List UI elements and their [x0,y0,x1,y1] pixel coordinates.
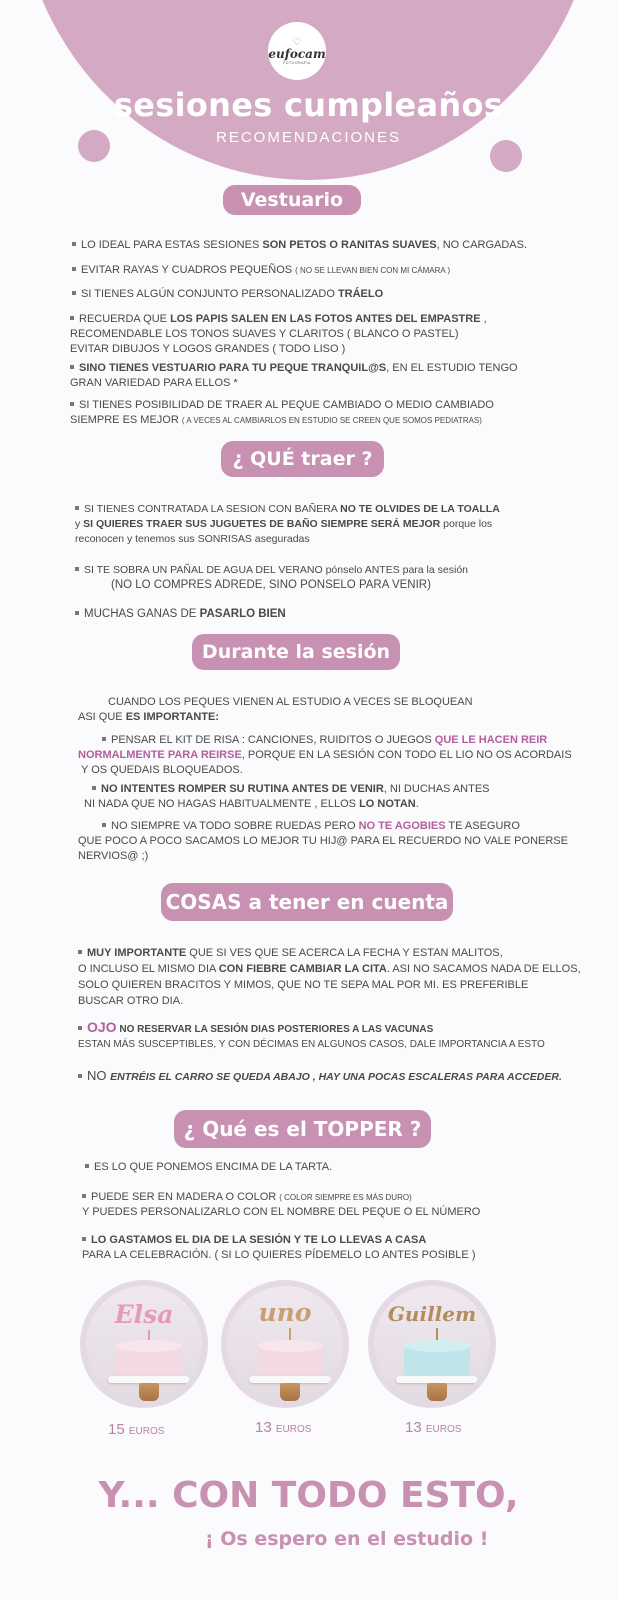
bullet-icon [72,267,76,271]
logo [268,22,326,80]
bullet-icon [82,1194,86,1198]
bullet-icon [102,737,106,741]
cake-topper-3: Guillem [387,1302,477,1326]
bullet-icon [85,1164,89,1168]
cake-top [257,1340,323,1352]
vestuario-item-3: SI TIENES ALGÚN CONJUNTO PERSONALIZADO TRÁELO [72,287,383,302]
page-title: sesiones cumpleaños [113,86,504,124]
vestuario-item-6: SI TIENES POSIBILIDAD DE TRAER AL PEQUE CAMBIADO O MEDIO CAMBIADO SIEMPRE ES MEJOR ( A VECES AL CAMBIARLOS EN ESTUDIO SE CREEN QUE SOMOS PEDIATRAS) [70,399,494,426]
cake-top [404,1340,470,1352]
cake-plate [108,1376,190,1383]
heart-icon: ♡ [292,36,302,48]
closing-line-1: Y... CON TODO ESTO, [98,1475,519,1516]
bullet-icon [70,316,74,320]
vestuario-item-2: EVITAR RAYAS Y CUADROS PEQUEÑOS ( NO SE LLEVAN BIEN CON MI CÁMARA ) [72,263,450,278]
bullet-icon [75,611,79,615]
durante-point-3: NO SIEMPRE VA TODO SOBRE RUEDAS PERO NO TE AGOBIES TE ASEGURO QUE POCO A POCO SACAMOS LO MEJOR TU HIJ@ PARA EL RECUERDO NO VALE PONERSE NERVIOS@ ;) [78,820,568,862]
vestuario-item-1: LO IDEAL PARA ESTAS SESIONES SON PETOS O RANITAS SUAVES, NO CARGADAS. [72,238,527,253]
cake-image-3 [368,1280,496,1408]
cake-plate [396,1376,478,1383]
logo-name: eufocam [268,46,326,61]
cake-image-2 [221,1280,349,1408]
traer-item-2: SI TE SOBRA UN PAÑAL DE AGUA DEL VERANO pónselo ANTES para la sesión (NO LO COMPRES ADREDE, SINO PONSELO PARA VENIR) [75,563,468,593]
bullet-icon [70,365,74,369]
bullet-icon [72,242,76,246]
section-title-durante: Durante la sesión [192,634,400,670]
bullet-icon [75,506,79,510]
cake-topper-2: uno [258,1298,312,1327]
vestuario-item-4: RECUERDA QUE LOS PAPIS SALEN EN LAS FOTOS ANTES DEL EMPASTRE , RECOMENDABLE LOS TONOS SUAVES Y CLARITOS ( BLANCO O PASTEL) EVITAR DIBUJOS Y LOGOS GRANDES ( TODO LISO ) [70,313,487,355]
cake-image-1 [80,1280,208,1408]
section-title-vestuario: Vestuario [223,185,361,215]
cake-stand [280,1383,300,1401]
bullet-icon [82,1237,86,1241]
cake-topper-1: Elsa [114,1300,174,1329]
bullet-icon [78,1074,82,1078]
cosas-item-2: OJO NO RESERVAR LA SESIÓN DIAS POSTERIORES A LAS VACUNAS ESTAN MÁS SUSCEPTIBLES, Y CON DÉCIMAS EN ALGUNOS CASOS, DALE IMPORTANCIA A ESTO [78,1019,545,1050]
bullet-icon [75,567,79,571]
price-1: 15 EUROS [108,1421,165,1438]
cake-stand [427,1383,447,1401]
price-2: 13 EUROS [255,1419,312,1436]
page-subtitle: RECOMENDACIONES [215,129,402,146]
section-title-que-traer: ¿ QUÉ traer ? [221,441,384,477]
section-title-cosas: COSAS a tener en cuenta [161,883,453,921]
vestuario-item-5: SINO TIENES VESTUARIO PARA TU PEQUE TRANQUIL@S, EN EL ESTUDIO TENGO GRAN VARIEDAD PARA ELLOS * [70,362,518,389]
price-3: 13 EUROS [405,1419,462,1436]
cosas-item-3: NO ENTRÉIS EL CARRO SE QUEDA ABAJO , HAY UNA POCAS ESCALERAS PARA ACCEDER. [78,1068,562,1085]
topper-item-1: ES LO QUE PONEMOS ENCIMA DE LA TARTA. [85,1160,332,1175]
section-title-topper: ¿ Qué es el TOPPER ? [174,1110,431,1148]
bullet-icon [92,786,96,790]
bullet-icon [70,402,74,406]
bullet-icon [78,950,82,954]
cake-stand [139,1383,159,1401]
durante-point-2: NO INTENTES ROMPER SU RUTINA ANTES DE VENIR, NI DUCHAS ANTES NI NADA QUE NO HAGAS HABITUALMENTE , ELLOS LO NOTAN. [84,783,490,810]
topper-item-2: PUEDE SER EN MADERA O COLOR ( COLOR SIEMPRE ES MÁS DURO) Y PUEDES PERSONALIZARLO CON EL NOMBRE DEL PEQUE O EL NÚMERO [82,1191,481,1218]
traer-item-3: MUCHAS GANAS DE PASARLO BIEN [75,607,286,622]
logo-sub: FOTOGRAFÍA [283,60,311,65]
topper-item-3: LO GASTAMOS EL DIA DE LA SESIÓN Y TE LO LLEVAS A CASA PARA LA CELEBRACIÓN. ( SI LO QUIERES PÍDEMELO LO ANTES POSIBLE ) [82,1234,476,1261]
bullet-icon [102,823,106,827]
bullet-icon [72,291,76,295]
traer-item-1: SI TIENES CONTRATADA LA SESION CON BAÑERA NO TE OLVIDES DE LA TOALLA y SI QUIERES TRAER SUS JUGUETES DE BAÑO SIEMPRE SERÁ MEJOR porque los reconocen y tenemos sus SONRISAS aseguradas [75,503,500,545]
cake-plate [249,1376,331,1383]
cosas-item-1: MUY IMPORTANTE QUE SI VES QUE SE ACERCA LA FECHA Y ESTAN MALITOS, O INCLUSO EL MISMO DIA CON FIEBRE CAMBIAR LA CITA. ASI NO SACAMOS NADA DE ELLOS, SOLO QUIEREN BRACITOS Y MIMOS, QUE NO TE SEPA MAL POR MI. ES PREFERIBLE BUSCAR OTRO DIA. [78,947,581,1007]
durante-point-1: PENSAR EL KIT DE RISA : CANCIONES, RUIDITOS O JUEGOS QUE LE HACEN REIR NORMALMENTE PARA REIRSE, PORQUE EN LA SESIÓN CON TODO EL LIO NO OS ACORDAIS Y OS QUEDAIS BLOQUEADOS. [78,734,572,776]
durante-intro: CUANDO LOS PEQUES VIENEN AL ESTUDIO A VECES SE BLOQUEAN ASI QUE ES IMPORTANTE: [78,696,473,723]
closing-line-2: ¡ Os espero en el estudio ! [205,1528,489,1550]
bullet-icon [78,1026,82,1030]
cake-top [116,1340,182,1352]
